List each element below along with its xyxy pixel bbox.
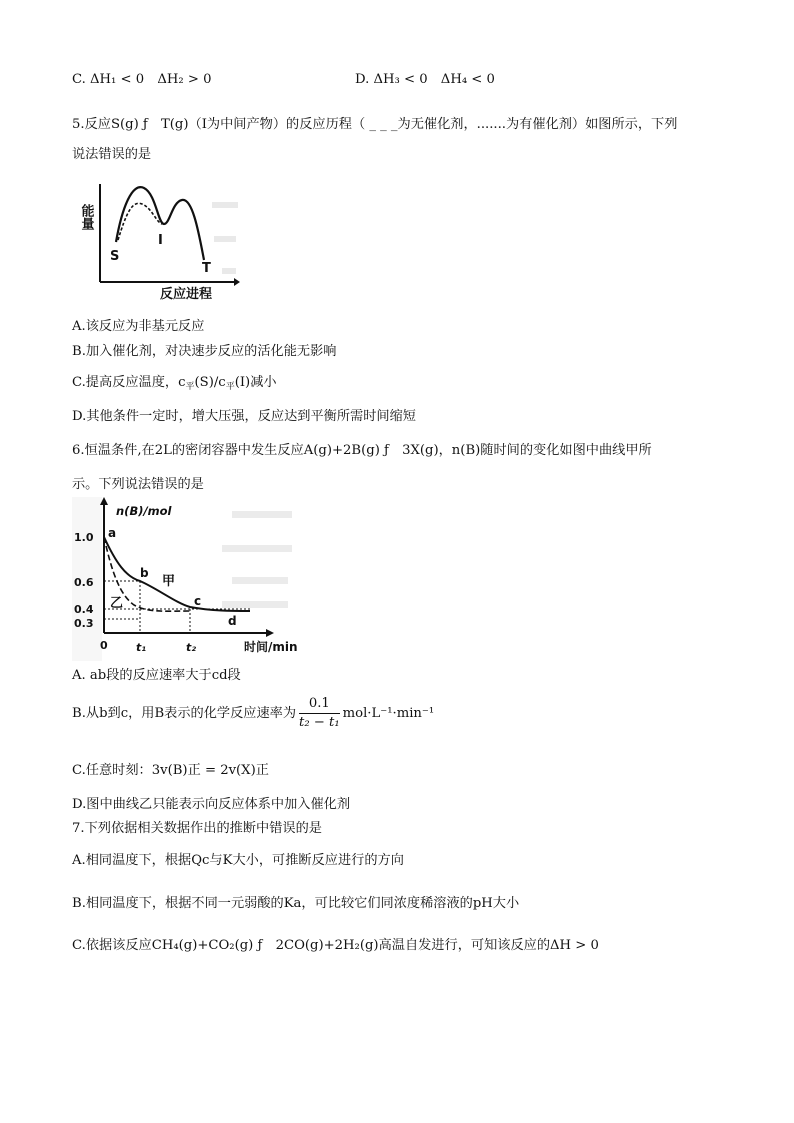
q5-option-d: D.其他条件一定时，增大压强，反应达到平衡所需时间缩短 — [72, 409, 416, 424]
q5-number: 5.反应 — [72, 117, 111, 132]
q7-option-c: C.依据该反应CH₄(g)+CO₂(g) ƒ 2CO(g)+2H₂(g)高温自发进行，可知该反应的ΔH > 0 — [72, 938, 599, 953]
rate-fraction — [299, 695, 340, 732]
ghost-mark — [222, 545, 292, 552]
q5-option-c-mid: (S)/c — [194, 375, 226, 390]
q4-option-d: D. ΔH₃ < 0 ΔH₄ < 0 — [355, 72, 495, 87]
y-tick-0-4: 0.4 — [74, 603, 94, 616]
q7-stem: 7.下列依据相关数据作出的推断中错误的是 — [72, 821, 322, 836]
q5-option-c-sub1: 平 — [185, 382, 195, 392]
q6-nb-time-graph — [72, 497, 302, 661]
q5-option-a: A.该反应为非基元反应 — [72, 319, 205, 334]
q7-option-b: B.相同温度下，根据不同一元弱酸的Ka，可比较它们同浓度稀溶液的pH大小 — [72, 896, 520, 911]
q6-option-d: D.图中曲线乙只能表示向反应体系中加入催化剂 — [72, 797, 351, 812]
q5-option-c-pre: C.提高反应温度，c — [72, 375, 186, 390]
q6-option-c: C.任意时刻：3v(B)正 = 2v(X)正 — [72, 763, 269, 778]
label-t: T — [202, 261, 211, 276]
x-tick-t1: t₁ — [136, 641, 147, 654]
q6-option-a: A. ab段的反应速率大于cd段 — [72, 668, 241, 683]
ghost-mark — [214, 236, 236, 242]
x-axis-label: 反应进程 — [160, 287, 213, 300]
q7-option-a: A.相同温度下，根据Qc与K大小，可推断反应进行的方向 — [72, 853, 404, 868]
q5-stem-text: S(g) ƒ T(g)（I为中间产物）的反应历程（ _ _ _为无催化剂，.......为有催化剂）如图所示，下列 — [110, 117, 678, 132]
x-tick-t2: t₂ — [186, 641, 197, 654]
label-i: I — [158, 233, 163, 248]
point-d: d — [228, 614, 237, 628]
ghost-mark — [222, 268, 236, 274]
ghost-mark — [232, 511, 292, 518]
y-axis-label: 能量 — [78, 204, 94, 230]
q5-option-c-sub2: 平 — [225, 382, 235, 392]
q5-option-c — [72, 374, 277, 396]
q6-stem-line2: 示。下列说法错误的是 — [72, 477, 204, 492]
q5-stem-line1 — [72, 116, 677, 134]
label-s: S — [110, 249, 120, 264]
y-tick-0-6: 0.6 — [74, 576, 94, 589]
point-c: c — [194, 594, 202, 608]
rate-denominator: t₂ − t₁ — [299, 715, 340, 730]
point-a: a — [108, 526, 117, 540]
x-axis-label: 时间/min — [244, 640, 298, 654]
q6-option-b-pre: B.从b到c，用B表示的化学反应速率为 — [72, 706, 297, 721]
origin-label: 0 — [100, 639, 108, 652]
q6-option-b-unit: mol·L⁻¹·min⁻¹ — [342, 706, 435, 721]
uncatalysed-curve — [116, 187, 204, 260]
y-axis-label: n(B)/mol — [116, 504, 172, 518]
rate-numerator: 0.1 — [299, 695, 340, 714]
ghost-mark — [232, 577, 288, 584]
q6-stem-line1: 6.恒温条件,在2L的密闭容器中发生反应A(g)+2B(g) ƒ 3X(g)，n(B)随时间的变化如图中曲线甲所 — [72, 443, 652, 458]
q5-option-c-post: (I)减小 — [234, 375, 277, 390]
q6-option-b — [72, 695, 434, 732]
point-b: b — [140, 566, 149, 580]
q5-option-b: B.加入催化剂，对决速步反应的活化能无影响 — [72, 344, 337, 359]
curve-yi-label: 乙 — [110, 596, 124, 611]
y-tick-1-0: 1.0 — [74, 531, 94, 544]
ghost-mark — [222, 601, 288, 608]
x-axis-arrow — [234, 278, 240, 286]
x-axis-arrow — [266, 629, 274, 637]
q5-energy-diagram — [72, 178, 242, 300]
ghost-mark — [212, 202, 238, 208]
q5-stem-line2: 说法错误的是 — [72, 147, 152, 162]
q4-option-c: C. ΔH₁ < 0 ΔH₂ > 0 — [72, 72, 212, 87]
curve-jia-label: 甲 — [162, 574, 176, 589]
y-tick-0-3: 0.3 — [74, 617, 94, 630]
